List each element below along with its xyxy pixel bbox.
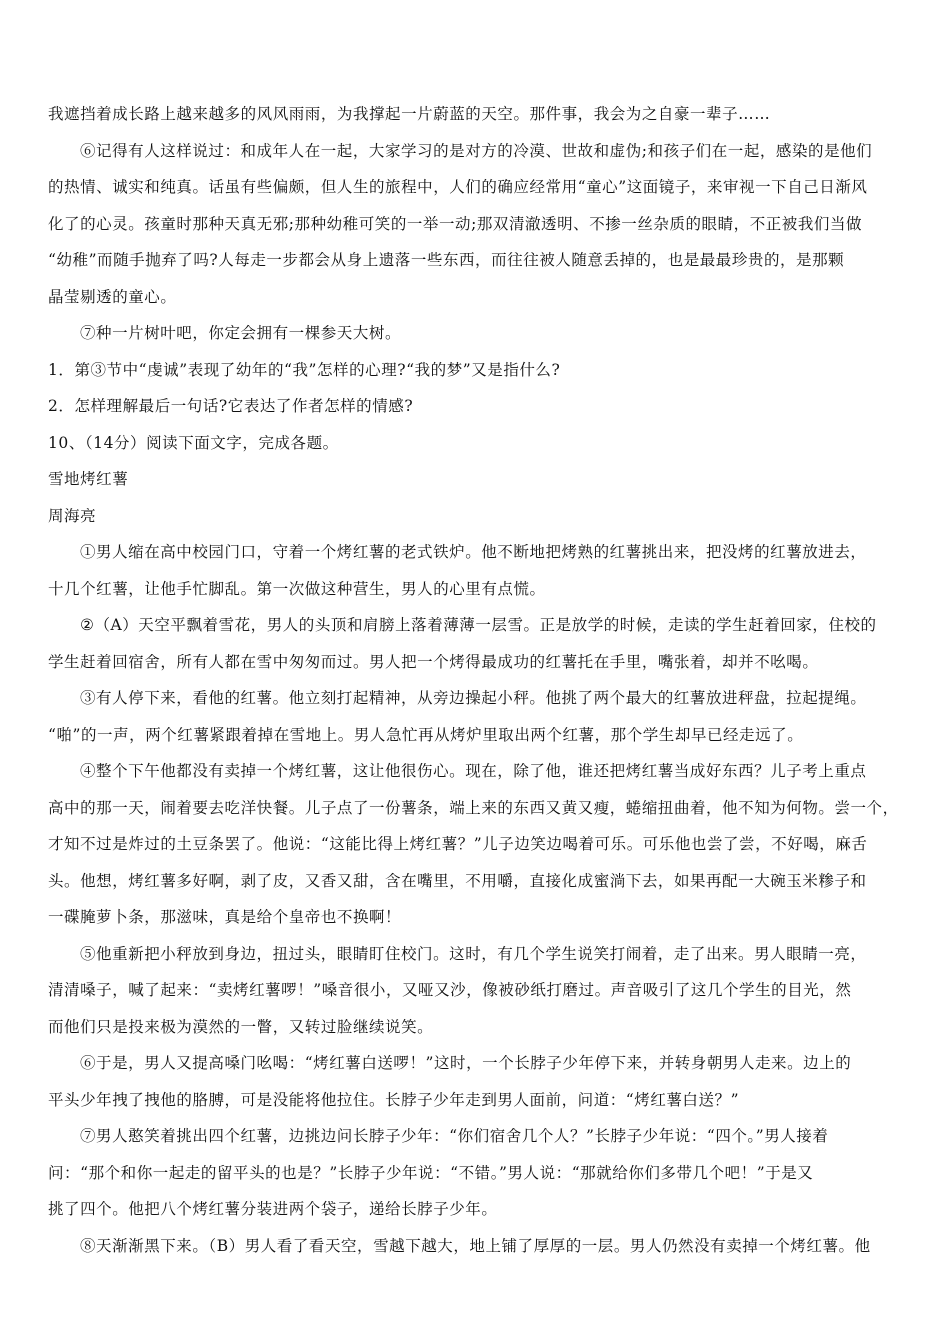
article-paragraph-1: ①男人缩在高中校园门口，守着一个烤红薯的老式铁炉。他不断地把烤熟的红薯挑出来，把没烤的红薯放进去， xyxy=(80,543,867,561)
text-line: 化了的心灵。孩童时那种天真无邪;那种幼稚可笑的一举一动;那双清澈透明、不掺一丝杂质的眼睛，不正被我们当做 xyxy=(48,214,863,233)
article-paragraph-7: ⑦男人憨笑着挑出四个红薯，边挑边问长脖子少年：“你们宿舍几个人？”长脖子少年说：“四个。”男人接着 xyxy=(80,1127,829,1145)
text-line: 我遮挡着成长路上越来越多的风风雨雨，为我撑起一片蔚蓝的天空。那件事，我会为之自豪一辈子…… xyxy=(48,105,771,123)
text-line: 学生赶着回宿舍，所有人都在雪中匆匆而过。男人把一个烤得最成功的红薯托在手里，嘴张着，却并不吆喝。 xyxy=(48,652,819,671)
article-paragraph-2: ②（A）天空平飘着雪花，男人的头顶和肩膀上落着薄薄一层雪。正是放学的时候，走读的学生赶着回家，住校的 xyxy=(80,616,877,634)
article-paragraph-3: ③有人停下来，看他的红薯。他立刻打起精神，从旁边操起小秤。他挑了两个最大的红薯放进秤盘，拉起提绳。 xyxy=(80,689,867,707)
text-line: 才知不过是炸过的土豆条罢了。他说：“这能比得上烤红薯？”儿子边笑边喝着可乐。可乐他也尝了尝，不好喝，麻舌 xyxy=(48,835,868,853)
document-page xyxy=(48,96,908,1264)
text-line: 平头少年拽了拽他的胳膊，可是没能将他拉住。长脖子少年走到男人面前，问道：“烤红薯白送？” xyxy=(48,1090,740,1109)
paragraph-7-line: ⑦种一片树叶吧，你定会拥有一棵参天大树。 xyxy=(80,324,402,342)
article-paragraph-4: ④整个下午他都没有卖掉一个烤红薯，这让他很伤心。现在，除了他，谁还把烤红薯当成好东西？儿子考上重点 xyxy=(80,762,867,780)
text-line: 晶莹剔透的童心。 xyxy=(48,287,177,306)
text-line: 清清嗓子，喊了起来：“卖烤红薯啰！”嗓音很小，又哑又沙，像被砂纸打磨过。声音吸引了这几个学生的目光，然 xyxy=(48,981,852,999)
text-line: “幼稚”而随手抛弃了吗?人每走一步都会从身上遗落一些东西，而往往被人随意丢掉的，也是最最珍贵的，是那颗 xyxy=(48,251,845,269)
article-author: 周海亮 xyxy=(48,506,97,525)
question-1: 1．第③节中“虔诚”表现了幼年的“我”怎样的心理?“我的梦”又是指什么? xyxy=(48,360,561,379)
text-line: 一碟腌萝卜条，那滋味，真是给个皇帝也不换啊！ xyxy=(48,908,402,926)
article-paragraph-5: ⑤他重新把小秤放到身边，扭过头，眼睛盯住校门。这时，有几个学生说笑打闹着，走了出来。男人眼睛一亮， xyxy=(80,944,867,963)
text-line: 头。他想，烤红薯多好啊，剥了皮，又香又甜，含在嘴里，不用嚼，直接化成蜜淌下去，如果再配一大碗玉米糁子和 xyxy=(48,871,867,890)
text-line: 的热情、诚实和纯真。话虽有些偏颇，但人生的旅程中，人们的确应经常用“童心”这面镜子，来审视一下自己日渐风 xyxy=(48,178,868,196)
text-line: 十几个红薯，让他手忙脚乱。第一次做这种营生，男人的心里有点慌。 xyxy=(48,579,546,598)
question-10-heading: 10、（14分）阅读下面文字，完成各题。 xyxy=(48,433,339,452)
paragraph-6-line: ⑥记得有人这样说过：和成年人在一起，大家学习的是对方的冷漠、世故和虚伪;和孩子们在一起，感染的是他们 xyxy=(80,141,873,160)
text-line: 而他们只是投来极为漠然的一瞥，又转过脸继续说笑。 xyxy=(48,1017,434,1036)
article-paragraph-8: ⑧天渐渐黑下来。（B）男人看了看天空，雪越下越大，地上铺了厚厚的一层。男人仍然没有卖掉一个烤红薯。他 xyxy=(80,1236,871,1255)
text-line: 问：“那个和你一起走的留平头的也是？”长脖子少年说：“不错。”男人说：“那就给你们多带几个吧！”于是又 xyxy=(48,1163,814,1182)
text-line: “啪”的一声，两个红薯紧跟着掉在雪地上。男人急忙再从烤炉里取出两个红薯，那个学生却早已经走远了。 xyxy=(48,725,804,744)
question-2: 2．怎样理解最后一句话?它表达了作者怎样的情感? xyxy=(48,397,414,415)
article-title: 雪地烤红薯 xyxy=(48,470,129,488)
text-line: 高中的那一天，闹着要去吃洋快餐。儿子点了一份薯条，端上来的东西又黄又瘦，蜷缩扭曲着，他不知为何物。尝一个， xyxy=(48,798,899,817)
text-line: 挑了四个。他把八个烤红薯分装进两个袋子，递给长脖子少年。 xyxy=(48,1200,498,1218)
article-paragraph-6: ⑥于是，男人又提高嗓门吆喝：“烤红薯白送啰！”这时，一个长脖子少年停下来，并转身朝男人走来。边上的 xyxy=(80,1054,852,1072)
